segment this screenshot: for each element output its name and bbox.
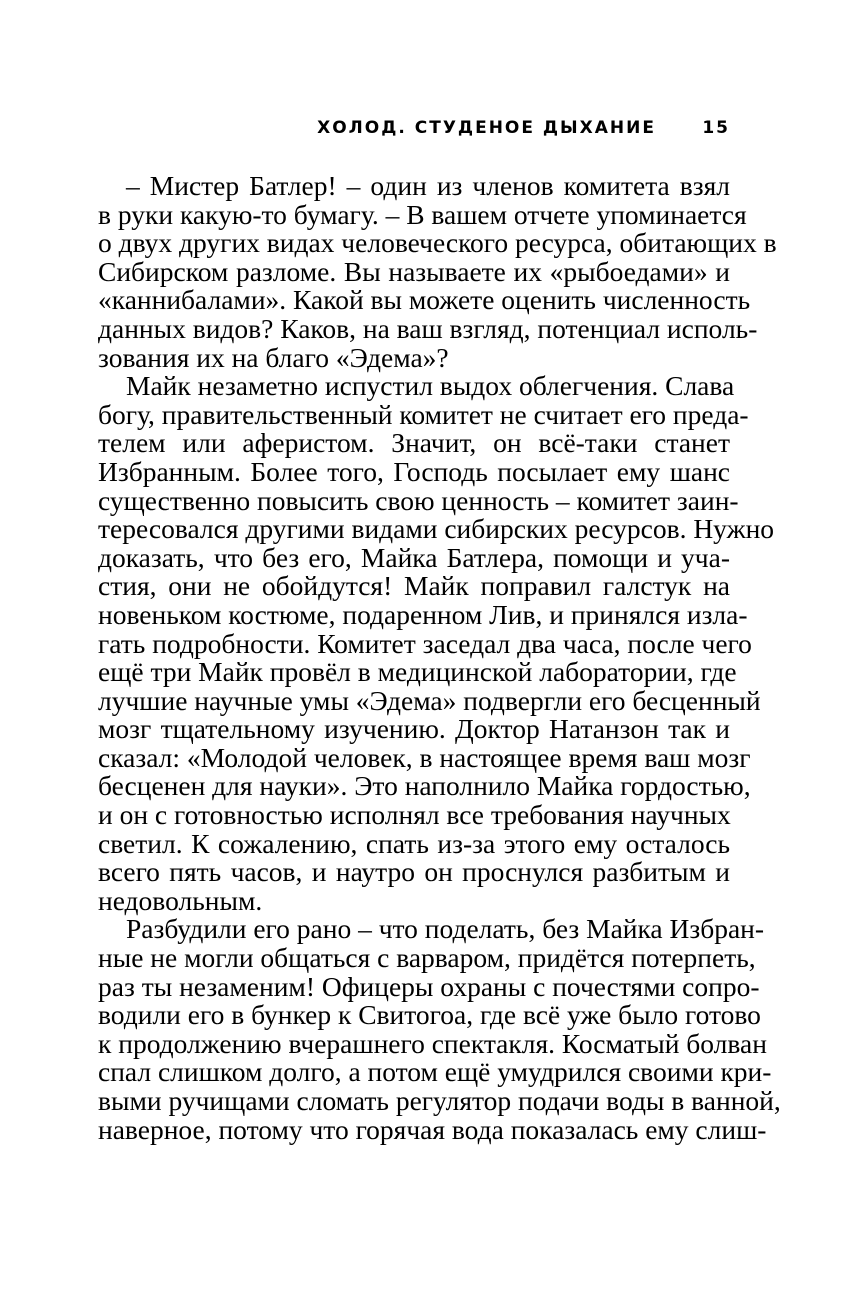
text-line: раз ты незаменим! Офицеры охраны с почестями сопро- — [98, 970, 760, 1002]
running-header-title: ХОЛОД. СТУДЕНОЕ ДЫХАНИЕ — [317, 118, 656, 138]
text-line: тересовался другими видами сибирских ресурсов. Нужно — [98, 513, 775, 545]
text-line: светил. К сожалению, спать из-за этого ему осталось — [98, 827, 730, 859]
text-line: ные не могли общаться с варваром, придётся потерпеть, — [98, 942, 756, 974]
text-line: наверное, потому что горячая вода показалась ему слиш- — [98, 1113, 767, 1145]
text-line: выми ручищами сломать регулятор подачи воды в ванной, — [98, 1085, 781, 1116]
text-line: и он с готовностью исполнял все требования научных — [98, 799, 731, 831]
text-line: доказать, что без его, Майка Батлера, помощи и уча- — [98, 541, 730, 573]
text-line: бесценен для науки». Это наполнило Майка гордостью, — [98, 770, 751, 802]
text-line: новеньком костюме, подаренном Лив, и принялся изла- — [98, 598, 748, 630]
text-line: – Мистер Батлер! – один из членов комитета взял — [126, 170, 730, 201]
running-header — [120, 118, 730, 142]
body-text — [98, 170, 781, 1145]
text-line: лучшие научные умы «Эдема» подвергли его бесценный — [98, 684, 761, 716]
text-line: водили его в бункер к Свитогоа, где всё уже было готово — [98, 999, 761, 1031]
text-line: существенно повысить свою ценность – комитет заин- — [98, 484, 739, 516]
text-line: недовольным. — [98, 884, 263, 916]
text-line: всего пять часов, и наутро он проснулся разбитым и — [98, 856, 730, 888]
text-line: Избранным. Более того, Господь посылает ему шанс — [98, 455, 730, 487]
text-line: гать подробности. Комитет заседал два часа, после чего — [98, 627, 752, 659]
text-line: сказал: «Молодой человек, в настоящее время ваш мозг — [98, 741, 751, 773]
text-line: мозг тщательному изучению. Доктор Натанзон так и — [98, 713, 730, 745]
paragraph — [98, 170, 777, 373]
text-line: ещё три Майк провёл в медицинской лаборатории, где — [98, 656, 737, 688]
text-line: Сибирском разломе. Вы называете их «рыбоедами» и — [98, 255, 730, 287]
text-line: «каннибалами». Какой вы можете оценить численность — [98, 284, 751, 316]
text-line: Разбудили его рано – что поделать, без Майка Избран- — [126, 913, 765, 945]
text-line: телем или аферистом. Значит, он всё-таки станет — [98, 427, 730, 459]
text-line: Майк незаметно испустил выдох облегчения. Слава — [126, 370, 735, 402]
text-line: в руки какую-то бумагу. – В вашем отчете упоминается — [98, 198, 747, 230]
text-line: спал слишком долго, а потом ещё умудрился своими кри- — [98, 1056, 772, 1088]
text-line: к продолжению вчерашнего спектакля. Косматый болван — [98, 1027, 767, 1059]
text-line: данных видов? Каков, на ваш взгляд, потенциал исполь- — [98, 312, 758, 344]
text-line: о двух других видах человеческого ресурса, обитающих в — [98, 227, 777, 259]
page-number: 15 — [702, 118, 730, 138]
paragraph — [98, 913, 781, 1145]
paragraph — [98, 370, 775, 916]
text-line: богу, правительственный комитет не считает его преда- — [98, 398, 749, 430]
text-line: зования их на благо «Эдема»? — [98, 341, 449, 373]
text-line: стия, они не обойдутся! Майк поправил галстук на — [98, 570, 730, 602]
